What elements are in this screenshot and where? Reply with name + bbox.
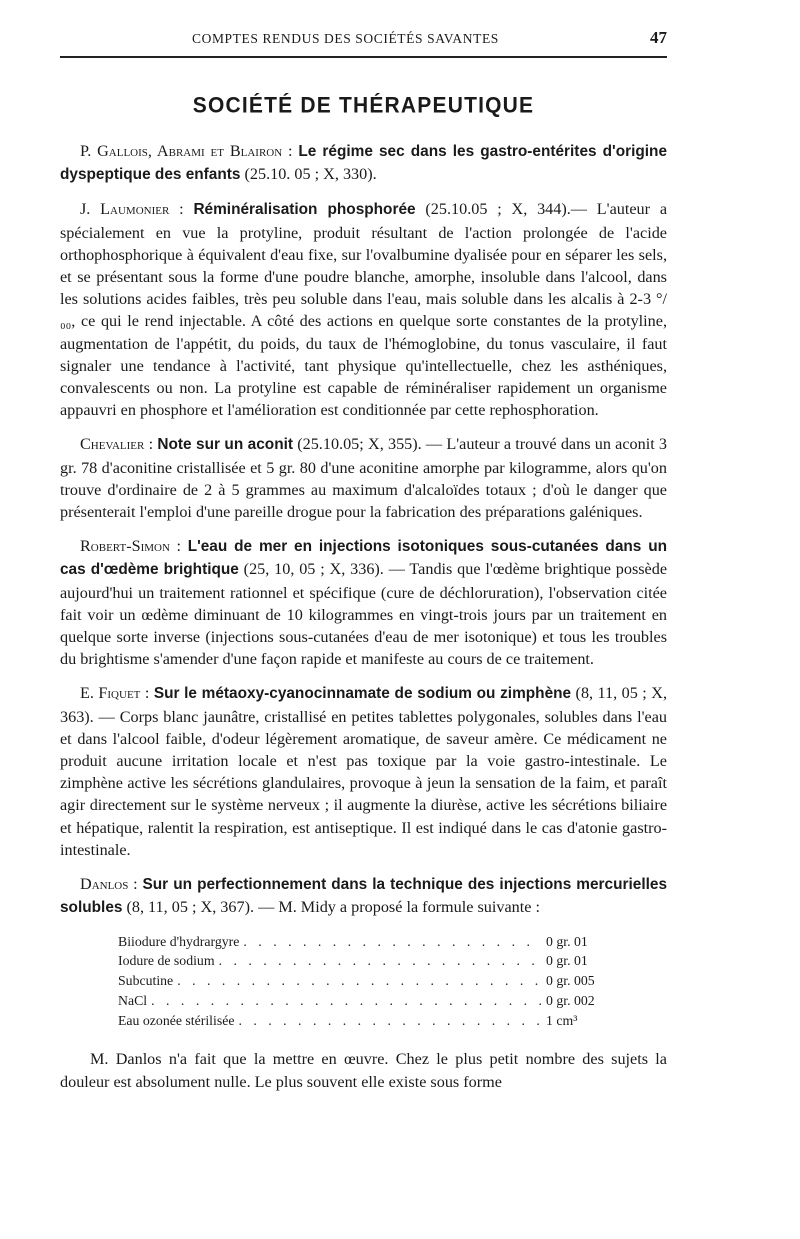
entry-fiquet: E. Fiquet : Sur le métaoxy-cyanocinnamate de sodium ou zimphène (8, 11, 05 ; X, 363). — Corps blanc jaunâtre, cristallisé en petites tablettes polygonales, solubles dans l'eau et dans l'alcool faible, d'odeur légèrement aromatique, de saveur amère. Ce médicament ne produit aucune irritation locale et n'est pas toxique par la voie gastro-intestinale. Le zimphène active les sécrétions glandulaires, provoque à jeun la sensation de la faim, et paraît agir directement sur le système nerveux ; il augmente la diurèse, active les sécrétions biliaire et hépatique, ralentit la respiration, est antiseptique. Il est indiqué dans le cas d'atonie gastro-intestinale. [60,684,667,859]
entry-authors: Robert-Simon [80,537,170,556]
formula-ingredient: Subcutine [118,973,174,989]
entry-body: — Tandis que l'œdème brightique possède aujourd'hui un traitement rationnel et spécifique (cure de déchloruration), l'observation citée fait voir un œdème diminuant de 10 kilogrammes en vingt-trois jours par un traitement en quelque sorte inverse (injections sous-cutanées d'eau de mer isotonique) et tous les troubles du brightisme s'amender d'une façon rapide et manifeste au cours de ce traitement. [60,560,668,669]
entry-body: — Corps blanc jaunâtre, cristallisé en petites tablettes polygonales, solubles dans l'eau et dans l'alcool faible, d'odeur légèrement aromatique, de saveur amère. Ce médicament ne produit aucune irritation locale et n'est pas toxique par la voie gastro-intestinale. Le zimphène active les sécrétions glandulaires, provoque à jeun la sensation de la faim, et paraît agir directement sur le système nerveux ; il augmente la diurèse, active les sécrétions biliaire et hépatique, ralentit la respiration, est antiseptique. Il est indiqué dans le cas d'atonie gastro-intestinale. [60,707,667,859]
entry-authors: P. Gallois, Abrami et Blairon [80,142,283,160]
formula-quantity: 0 gr. 01 [546,933,588,949]
formula-row [118,1011,616,1031]
page-number: 47 [650,28,667,47]
entry-authors: J. Laumonier [80,200,170,219]
formula-row [118,951,616,971]
entry-reference: (8, 11, 05 ; X, 367). [122,898,255,917]
running-title: COMPTES RENDUS DES SOCIÉTÉS SAVANTES [192,31,499,46]
entry-reference: (25, 10, 05 ; X, 336). [238,560,384,579]
dot-leader [151,991,542,1011]
formula-row [118,991,616,1011]
dot-leader [243,932,542,952]
entry-gallois: P. Gallois, Abrami et Blairon : Le régime sec dans les gastro-entérites d'origine dyspeptique des enfants (25.10. 05 ; X, 330). [60,142,668,184]
entry-reference: (8, 11, 05 ; X, 363). [60,684,667,726]
closing-paragraph: M. Danlos n'a fait que la mettre en œuvre. Chez le plus petit nombre des sujets la douleur est absolument nulle. Le plus souvent elle existe sous forme [60,1050,667,1091]
dot-leader [177,971,542,991]
formula-row [118,971,616,991]
page [60,28,667,1105]
entry-title: Note sur un aconit [157,436,293,454]
entry-reference: (25.10. 05 ; X, 330). [240,165,377,184]
header-rule [60,56,667,58]
entry-chevalier: Chevalier : Note sur un aconit (25.10.05; X, 355). — L'auteur a trouvé dans un aconit 3 gr. 78 d'aconitine cristallisée et 5 gr. 80 d'une aconitine amorphe par kilogramme, alors qu'on trouve d'ordinaire de 2 à 5 grammes au maximum d'alcaloïdes totaux ; d'où le danger que présenterait l'emploi d'une pareille drogue pour la fabrication des préparations galéniques. [60,435,668,522]
entry-title: Le régime sec dans les gastro-entérites d'origine dyspeptique des enfants [60,143,668,184]
entry-robert-simon: Robert-Simon : L'eau de mer en injections isotoniques sous-cutanées dans un cas d'œdème brightique (25, 10, 05 ; X, 336). — Tandis que l'œdème brightique possède aujourd'hui un traitement rationnel et spécifique (cure de déchloruration), l'observation citée fait voir un œdème diminuant de 10 kilogrammes en vingt-trois jours par un traitement en quelque sorte inverse (injections sous-cutanées d'eau de mer isotonique) et tous les troubles du brightisme s'amender d'une façon rapide et manifeste au cours de ce traitement. [60,537,668,669]
entry-laumonier: J. Laumonier : Réminéralisation phosphorée (25.10.05 ; X, 344).— L'auteur a spécialement en vue la protyline, produit résultant de l'action prolongée de l'acide orthophosphorique à équivalent d'eau fixe, sur l'ovalbumine dyalisée pour en séparer les sels, et se présentant sous la forme d'une poudre blanche, amorphe, insoluble dans l'alcool, dans les solutions acides faibles, très peu soluble dans l'eau, mais soluble dans les alcalis à 2-3 °/₀₀, ce qui le rend injectable. A côté des actions en quelque sorte constantes de la protyline, augmentation de l'appétit, du poids, du taux de l'hémoglobine, du tonus vasculaire, il faut signaler une tendance à l'activité, tant physique qu'intellectuelle, chez les asthéniques, convalescents ou non. La protyline est capable de réminéraliser rapidement un organisme appauvri en phosphore et l'amélioration est conditionnée par cette rephosphoration. [60,200,668,420]
formula-row [118,932,616,952]
entry-body: — M. Midy a proposé la formule suivante : [254,898,540,917]
entry-authors: Danlos [80,875,129,894]
formula-quantity: 0 gr. 01 [546,953,588,969]
entry-title: Réminéralisation phosphorée [193,201,416,219]
formula-table [118,932,616,1031]
dot-leader [238,1011,542,1031]
formula-quantity: 1 cm³ [546,1012,578,1028]
entry-reference: (25.10.05; X, 355). [293,435,422,454]
entry-body: — L'auteur a trouvé dans un aconit 3 gr. 78 d'aconitine cristallisée et 5 gr. 80 d'une aconitine amorphe par kilogramme, alors qu'on trouve d'ordinaire de 2 à 5 grammes au maximum d'alcaloïdes totaux ; d'où le danger que présenterait l'emploi d'une pareille drogue pour la fabrication des préparations galéniques. [60,435,668,522]
entry-reference: (25.10.05 ; X, 344). [415,200,571,219]
entry-title: Sur un perfectionnement dans la technique des injections mercurielles solubles [60,876,667,917]
formula-ingredient: Biiodure d'hydrargyre [118,933,240,949]
formula-quantity: 0 gr. 005 [546,973,595,989]
running-header [60,28,667,48]
formula-ingredient: Iodure de sodium [118,953,215,969]
dot-leader [219,951,542,971]
section-title: SOCIÉTÉ DE THÉRAPEUTIQUE [192,93,535,118]
entry-authors: E. Fiquet [80,684,141,703]
entry-authors: Chevalier [80,435,145,454]
entry-title: Sur le métaoxy-cyanocinnamate de sodium ou zimphène [153,685,572,703]
formula-ingredient: NaCl [118,992,148,1008]
entry-title: L'eau de mer en injections isotoniques sous-cutanées dans un cas d'œdème brightique [60,538,668,579]
entry-body: — L'auteur a spécialement en vue la protyline, produit résultant de l'action prolongée de l'acide orthophosphorique à équivalent d'eau fixe, sur l'ovalbumine dyalisée pour en séparer les sels, et se présentant sous la forme d'une poudre blanche, amorphe, insoluble dans l'alcool, dans les solutions acides faibles, très peu soluble dans l'eau, mais soluble dans les alcalis à 2-3 °/₀₀, ce qui le rend injectable. A côté des actions en quelque sorte constantes de la protyline, augmentation de l'appétit, du poids, du taux de l'hémoglobine, du tonus vasculaire, il faut signaler une tendance à l'activité, tant physique qu'intellectuelle, chez les asthéniques, convalescents ou non. La protyline est capable de réminéraliser rapidement un organisme appauvri en phosphore et l'amélioration est conditionnée par cette rephosphoration. [60,200,668,420]
formula-quantity: 0 gr. 002 [546,992,595,1008]
formula-ingredient: Eau ozonée stérilisée [118,1012,235,1028]
entry-danlos: Danlos : Sur un perfectionnement dans la technique des injections mercurielles solubles (8, 11, 05 ; X, 367). — M. Midy a proposé la formule suivante : [60,875,667,917]
